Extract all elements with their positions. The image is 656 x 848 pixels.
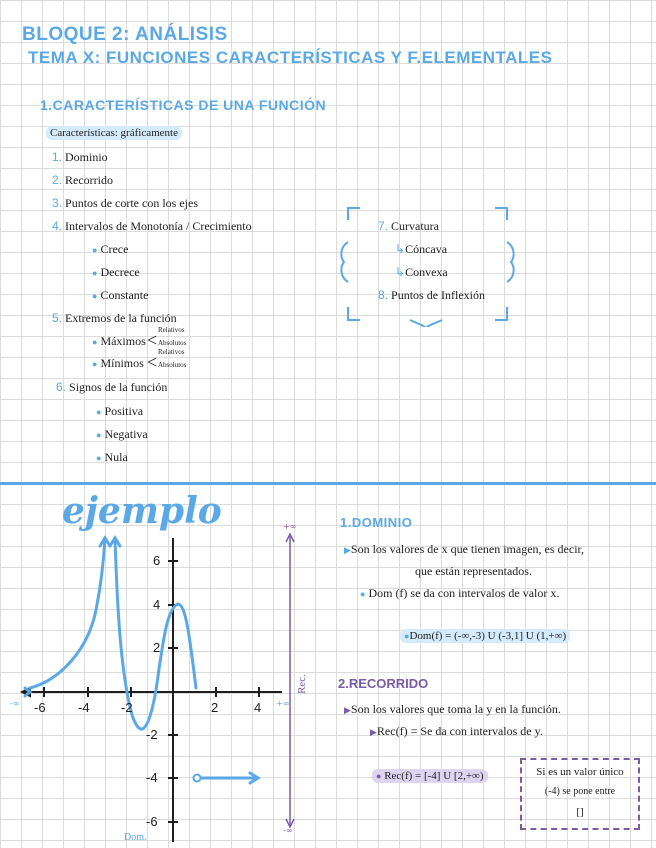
note-line2: (-4) se pone entre	[544, 786, 616, 797]
example-title: ejemplo	[62, 490, 222, 532]
y-tick-4: 4	[153, 597, 161, 612]
dominio-line1: ▶Son los valores de x que tienen imagen, es decir,	[344, 542, 585, 556]
maximos-relativos: Relativos	[158, 326, 185, 334]
block-title: BLOQUE 2: ANÁLISIS	[22, 24, 228, 45]
section-divider	[0, 482, 656, 485]
range-plus-inf: +∞	[283, 522, 297, 531]
minimos-absolutos: Absolutos	[158, 361, 187, 369]
brace-minimos: <	[147, 352, 158, 372]
range-axis-label: Rec.	[295, 674, 308, 694]
domain-minus-inf: -∞	[10, 699, 20, 708]
list-item-monotonia: 4. Intervalos de Monotonía / Crecimiento	[52, 219, 252, 233]
list-item-positiva: ● Positiva	[96, 404, 144, 418]
topic-title: TEMA X: FUNCIONES CARACTERÍSTICAS Y F.ELEMENTALES	[28, 48, 553, 67]
list-item-dominio: 1. Dominio	[52, 150, 108, 164]
maximos-absolutos: Absolutos	[158, 339, 187, 347]
brace-maximos: <	[147, 330, 158, 350]
dominio-title: 1.DOMINIO	[340, 515, 413, 530]
list-item-concava: ↳Cóncava	[395, 242, 448, 256]
list-item-convexa: ↳Convexa	[395, 265, 448, 279]
curve-left-branch	[30, 538, 105, 688]
note-line1: Si es un valor único	[536, 766, 624, 778]
list-item-negativa: ● Negativa	[96, 427, 148, 441]
dominio-line2: que están representados.	[415, 564, 532, 578]
y-tick-neg4: -4	[146, 770, 158, 785]
list-item-extremos: 5. Extremos de la función	[52, 311, 177, 325]
list-item-minimos: ● Mínimos	[92, 356, 144, 370]
dominio-line3: ● Dom (f) se da con intervalos de valor x.	[360, 586, 560, 600]
list-item-recorrido: 2. Recorrido	[52, 173, 113, 187]
list-item-nula: ● Nula	[96, 450, 128, 464]
y-tick-neg2: -2	[146, 727, 158, 742]
y-tick-2: 2	[153, 640, 161, 655]
list-item-crece: ● Crece	[92, 242, 129, 256]
range-minus-inf: -∞	[283, 826, 293, 835]
recorrido-line2: ▶Rec(f) = Se da con intervalos de y.	[370, 724, 543, 738]
x-tick-2: 2	[211, 700, 219, 715]
minimos-relativos: Relativos	[158, 348, 185, 356]
list-item-constante: ● Constante	[92, 288, 149, 302]
recorrido-formula: ● Rec(f) = [-4] U [2,+∞)	[372, 769, 488, 783]
x-tick-4: 4	[254, 700, 262, 715]
open-point	[194, 775, 201, 782]
domain-plus-inf: +∞	[276, 699, 290, 708]
x-tick-neg6: -6	[34, 700, 46, 715]
dominio-formula: ●Dom(f) = (-∞,-3) U (-3,1] U (1,+∞)	[400, 629, 570, 643]
x-tick-neg2: -2	[121, 700, 133, 715]
recorrido-line1: ▶Son los valores que toma la y en la función.	[344, 702, 561, 716]
recorrido-title: 2.RECORRIDO	[338, 676, 429, 691]
function-graph	[0, 520, 330, 848]
list-item-maximos: ● Máximos	[92, 334, 146, 348]
list-item-signos: 6. Signos de la función	[56, 380, 168, 394]
domain-axis-label: Dom.	[124, 832, 147, 843]
y-tick-neg6: -6	[146, 814, 158, 829]
list-item-decrece: ● Decrece	[92, 265, 140, 279]
note-line3: []	[576, 806, 584, 818]
list-item-puntos-corte: 3. Puntos de corte con los ejes	[52, 196, 198, 210]
list-item-puntos-inflexion: 8. Puntos de Inflexión	[378, 288, 486, 302]
section1-title: 1.CARACTERÍSTICAS DE UNA FUNCIÓN	[40, 97, 327, 113]
list-item-curvatura: 7. Curvatura	[378, 219, 439, 233]
section1-subtitle: Características: gráficamente	[46, 126, 182, 140]
y-tick-6: 6	[153, 553, 161, 568]
x-tick-neg4: -4	[78, 700, 90, 715]
